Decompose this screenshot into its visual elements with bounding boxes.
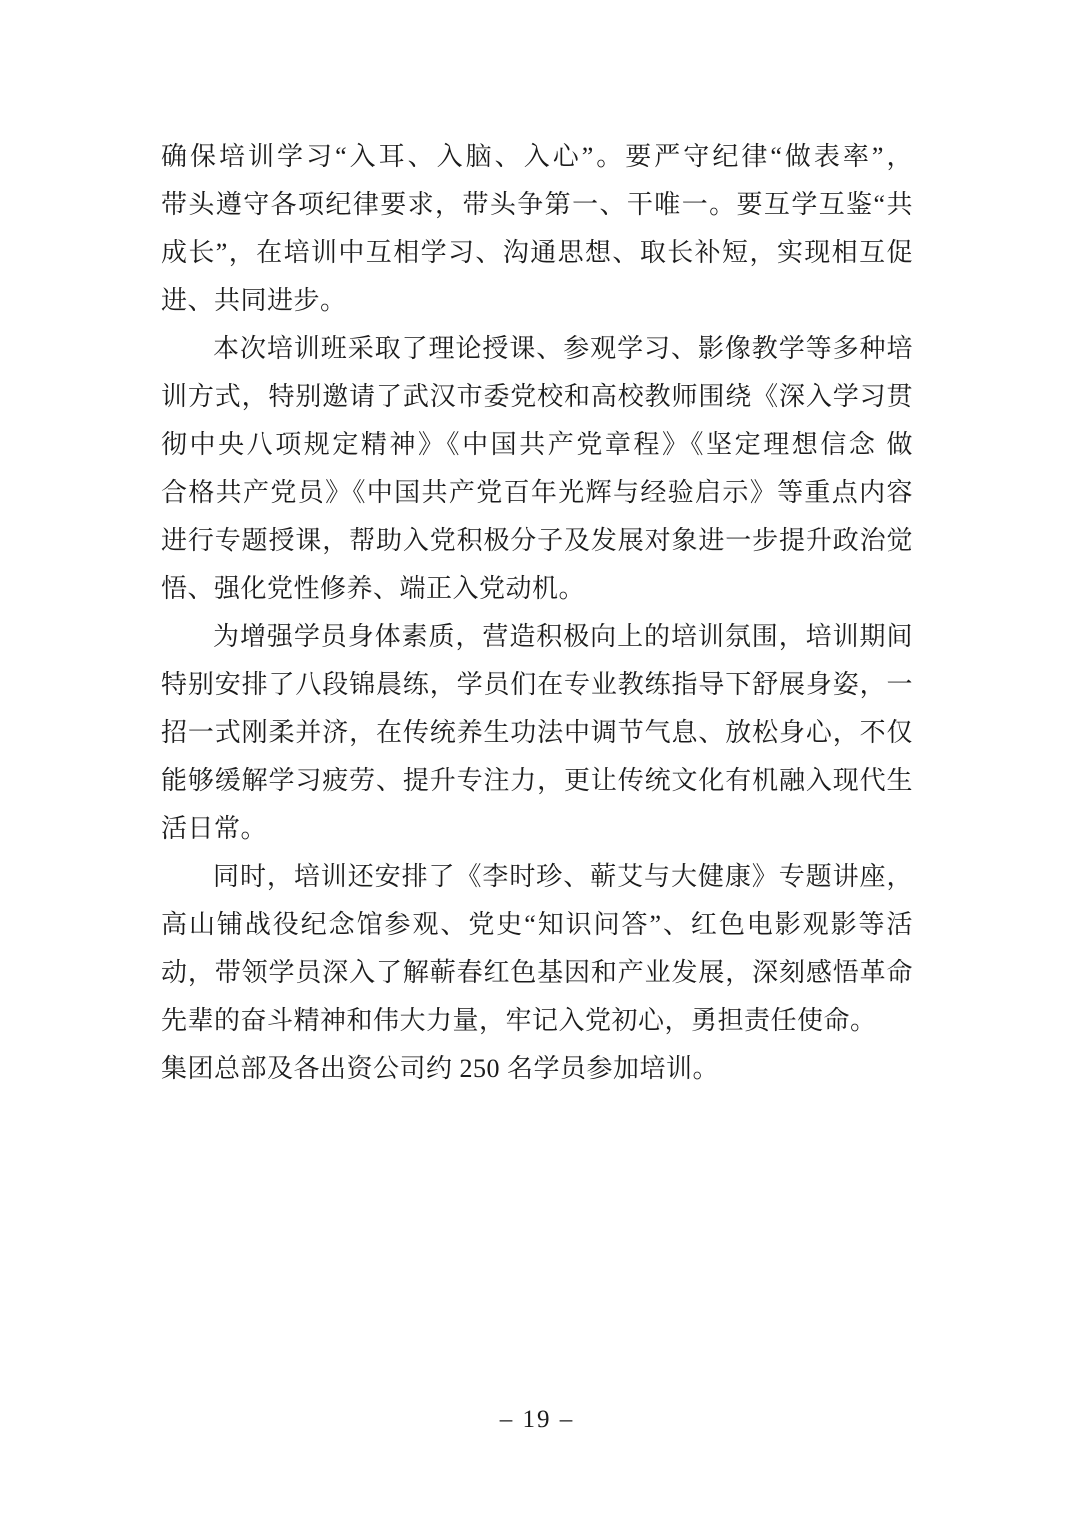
text-line: 同时，培训还安排了《李时珍、蕲艾与大健康》专题讲座， — [213, 862, 913, 891]
text-line: 能够缓解学习疲劳、提升专注力，更让传统文化有机融入现代生 — [161, 766, 913, 795]
text-line: 招一式刚柔并济，在传统养生功法中调节气息、放松身心，不仅 — [161, 718, 913, 747]
text-line: 集团总部及各出资公司约 250 名学员参加培训。 — [161, 1054, 720, 1083]
text-line: 先辈的奋斗精神和伟大力量，牢记入党初心，勇担责任使命。 — [161, 1006, 877, 1035]
page-number: – 19 – — [499, 1406, 575, 1433]
text-line: 成长”，在培训中互相学习、沟通思想、取长补短，实现相互促 — [161, 238, 913, 267]
text-line: 悟、强化党性修养、端正入党动机。 — [161, 574, 586, 603]
text-line: 进、共同进步。 — [161, 286, 347, 315]
text-line: 合格共产党员》《中国共产党百年光辉与经验启示》等重点内容 — [161, 478, 913, 507]
text-line: 进行专题授课，帮助入党积极分子及发展对象进一步提升政治觉 — [161, 526, 913, 555]
text-line: 带头遵守各项纪律要求，带头争第一、干唯一。要互学互鉴“共 — [161, 190, 913, 219]
text-line: 确保培训学习“入耳、入脑、入心”。要严守纪律“做表率”， — [161, 142, 913, 171]
text-line: 训方式，特别邀请了武汉市委党校和高校教师围绕《深入学习贯 — [161, 382, 913, 411]
text-line: 活日常。 — [161, 814, 268, 843]
text-line: 为增强学员身体素质，营造积极向上的培训氛围，培训期间 — [213, 622, 913, 651]
text-line: 本次培训班采取了理论授课、参观学习、影像教学等多种培 — [213, 334, 913, 363]
text-line: 动，带领学员深入了解蕲春红色基因和产业发展，深刻感悟革命 — [161, 958, 913, 987]
text-line: 高山铺战役纪念馆参观、党史“知识问答”、红色电影观影等活 — [161, 910, 913, 939]
text-block — [161, 133, 913, 1093]
text-line: 彻中央八项规定精神》《中国共产党章程》《坚定理想信念 做 — [161, 430, 913, 459]
text-line: 特别安排了八段锦晨练，学员们在专业教练指导下舒展身姿，一 — [161, 670, 913, 699]
